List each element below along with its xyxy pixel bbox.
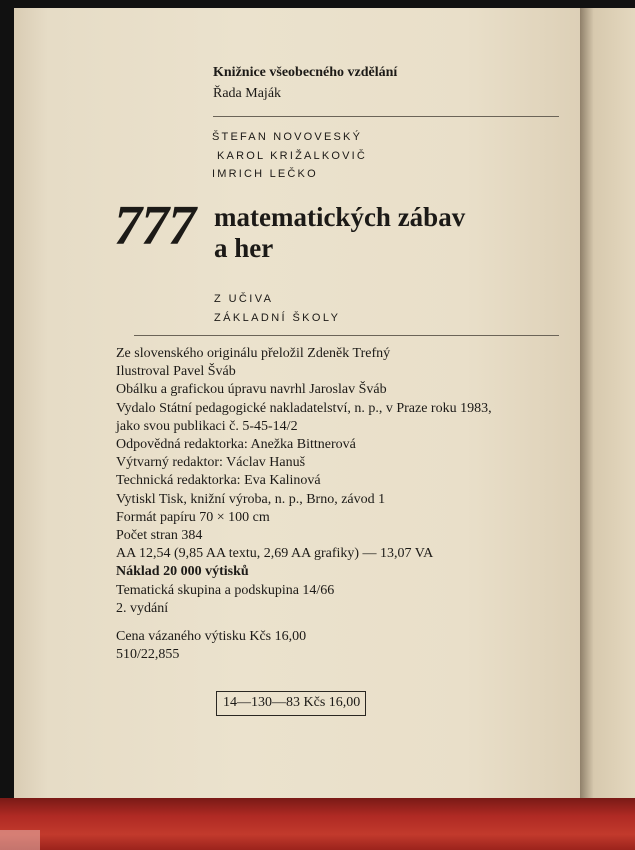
imprint-list	[116, 345, 492, 664]
series-name: Knižnice všeobecného vzdělání	[213, 65, 398, 80]
series-subseries: Řada Maják	[213, 86, 282, 101]
cover-highlight	[0, 830, 40, 850]
price-line: Cena vázaného výtisku Kčs 16,00	[116, 629, 307, 645]
imprint-line: Obálku a grafickou úpravu navrhl Jaroslav Šváb	[116, 382, 387, 398]
imprint-line-edition: 2. vydání	[116, 600, 169, 616]
imprint-line: Tematická skupina a podskupina 14/66	[116, 582, 335, 598]
title-line-1: matematických zábav	[214, 202, 466, 232]
imprint-line: AA 12,54 (9,85 AA textu, 2,69 AA grafiky) — 13,07 VA	[116, 546, 434, 562]
title-line-2: a her	[214, 233, 274, 263]
subtitle-line-1: Z UČIVA	[214, 293, 274, 305]
imprint-line: Ilustroval Pavel Šváb	[116, 364, 236, 380]
imprint-line: Počet stran 384	[116, 528, 203, 544]
imprint-line: Technická redaktorka: Eva Kalinová	[116, 473, 321, 489]
imprint-line: Vytiskl Tisk, knižní výroba, n. p., Brno, závod 1	[116, 491, 386, 507]
book-title	[214, 202, 465, 264]
book-cover-edge	[0, 798, 635, 850]
author-1: ŠTEFAN NOVOVESKÝ	[212, 131, 363, 143]
title-number: 777	[114, 195, 195, 257]
imprint-line-print-run: Náklad 20 000 výtisků	[116, 564, 249, 580]
title-page-verso	[14, 8, 580, 798]
imprint-line: jako svou publikaci č. 5-45-14/2	[116, 418, 298, 434]
imprint-line: Formát papíru 70 × 100 cm	[116, 509, 270, 525]
imprint-line: Ze slovenského originálu přeložil Zdeněk Trefný	[116, 346, 391, 361]
imprint-line: Vydalo Státní pedagogické nakladatelství, n. p., v Praze roku 1983,	[116, 400, 492, 416]
authors-list	[212, 128, 367, 184]
price-box: 14—130—83 Kčs 16,00	[216, 691, 366, 716]
author-3: IMRICH LEČKO	[212, 168, 318, 180]
catalog-number: 510/22,855	[116, 647, 180, 663]
imprint-line: Odpovědná redaktorka: Anežka Bittnerová	[116, 437, 356, 453]
imprint-line: Výtvarný redaktor: Václav Hanuš	[116, 455, 306, 471]
adjacent-page	[580, 8, 635, 808]
subtitle-line-2: ZÁKLADNÍ ŠKOLY	[214, 312, 341, 324]
top-divider	[213, 116, 559, 117]
book-subtitle	[214, 290, 340, 328]
author-2: KAROL KRIŽALKOVIČ	[217, 149, 368, 162]
bottom-divider	[134, 335, 559, 336]
